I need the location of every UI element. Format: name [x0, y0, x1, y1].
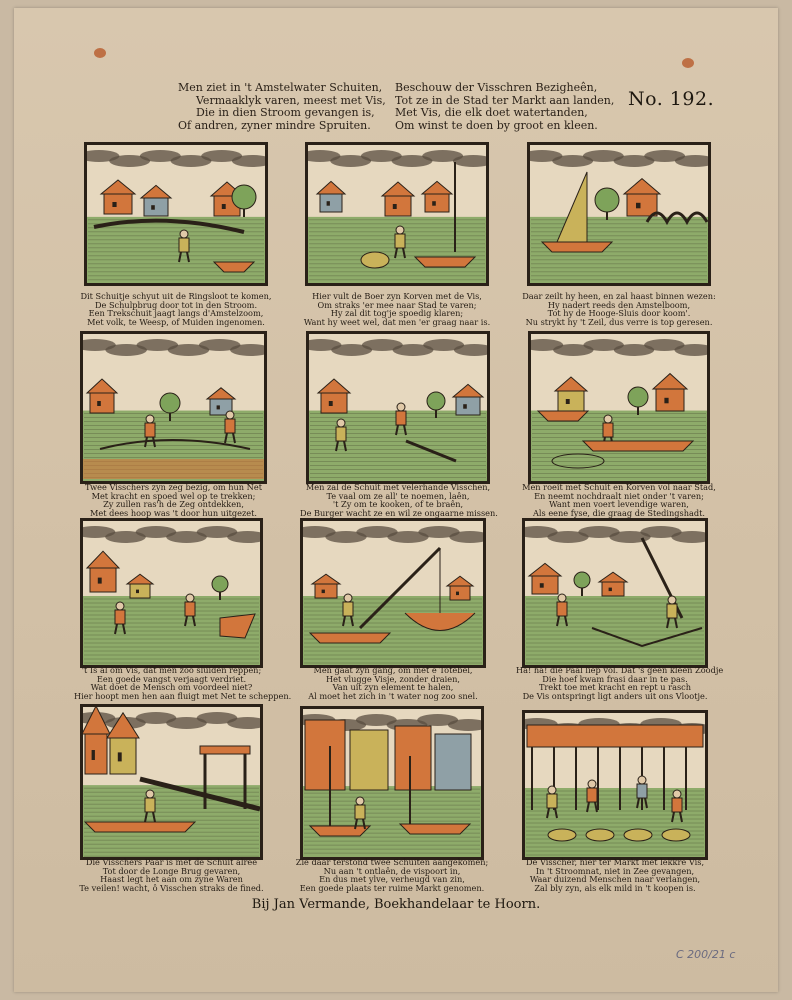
panel-caption-10: [74, 858, 269, 892]
verse-line: Of andren, zyner mindre Spruiten.: [178, 118, 371, 132]
caption-line: Men gaat zyn gang, om met e Totebel,: [313, 665, 473, 675]
caption-line: Nu aan 't ontlaên, de vispoort in,: [323, 865, 461, 876]
panel-caption-12: [516, 858, 714, 892]
woodcut-illustration: [522, 518, 708, 668]
caption-line: Nu strykt hy 't Zeil, dus verre is top geresen.: [525, 316, 713, 327]
caption-line: Te veilen! wacht, ô Visschen straks de fined.: [79, 882, 264, 893]
panel-caption-8: [294, 666, 492, 700]
caption-line: Zy zullen ras'h de Zeg ontdekken,: [103, 499, 244, 510]
woodcut-illustration: [80, 331, 267, 484]
woodcut-illustration: [300, 706, 484, 860]
woodcut-illustration: [522, 710, 708, 860]
caption-line: Een goede vangst verjaagt verdriet.: [96, 673, 247, 684]
caption-line: Men zal de Schuit met velerhande Visschen,: [305, 482, 491, 492]
caption-line: Want hy weet wel, dat men 'er graag naar is.: [303, 316, 491, 327]
panel-caption-3: [521, 292, 717, 326]
caption-line: Men roeit met Schuit en Korven vol naar Stad,: [522, 482, 716, 492]
caption-line: Met dees hoop was 't door hun uitgezet.: [89, 507, 258, 518]
verse-line: Die in dien Stroom gevangen is,: [196, 106, 375, 119]
caption-line: Daar zeilt hy heen, en zal haast binnen wezen:: [522, 291, 716, 301]
caption-line: Hy nadert reeds den Amstelboom,: [547, 299, 691, 310]
caption-line: Trekt toe met kracht en rept u rasch: [538, 682, 692, 693]
caption-line: Ha! ha! die Paal liep vol. Dat 's geen kleen Zoodje: [516, 665, 724, 675]
woodcut-panel-4: [80, 331, 267, 484]
caption-line: Waar duizend Menschen naar verlangen,: [529, 874, 701, 885]
caption-line: Te vaal om ze all' te noemen, laên,: [326, 490, 470, 501]
woodcut-illustration: [80, 518, 263, 668]
caption-line: Tot door de Longe Brug gevaren,: [102, 865, 241, 876]
woodcut-illustration: [305, 142, 489, 286]
caption-line: Hier vult de Boer zyn Korven met de Vis,: [312, 291, 482, 301]
caption-line: Een Trekschuit jaagt langs d'Amstelzoom,: [88, 308, 264, 319]
panel-caption-6: [522, 483, 716, 517]
woodcut-panel-9: [522, 518, 708, 668]
caption-line: Een goede plaats ter ruime Markt genomen.: [299, 882, 485, 893]
woodcut-panel-7: [80, 518, 263, 668]
woodcut-illustration: [80, 704, 263, 860]
caption-line: 't Is al om Vis, dat men zoo sluiden reppen;: [81, 665, 262, 675]
panel-caption-7: [74, 665, 292, 701]
manuscript-note: C 200/21 c: [676, 948, 736, 961]
caption-line: Hier hoopt men hen aan fluigt met Net te scheppen.: [74, 690, 292, 701]
woodcut-panel-3: [527, 142, 711, 286]
woodcut-illustration: [528, 331, 710, 484]
verse-line: Vermaaklyk varen, meest met Vis,: [196, 93, 386, 107]
header-verse-right: [395, 82, 614, 132]
caption-line: Zal bly zyn, als elk mild in 't koopen is.: [534, 882, 696, 893]
woodcut-illustration: [84, 142, 268, 286]
publisher-imprint: Bij Jan Vermande, Boekhandelaar te Hoorn.: [251, 897, 541, 912]
caption-line: De Burger wacht ze en wil ze ongaarne missen.: [300, 507, 498, 518]
caption-line: De Vis ontspringt ligt anders uit ons Vlootje.: [522, 690, 708, 701]
woodcut-illustration: [527, 142, 711, 286]
verse-line: Men ziet in 't Amstelwater Schuiten,: [178, 81, 383, 94]
caption-line: Want men voert levendige waren,: [549, 499, 689, 510]
pinhole-stain: [94, 48, 106, 58]
caption-line: Die Visschers Paar is met de Schuit alree: [85, 857, 258, 867]
woodcut-panel-1: [84, 142, 268, 286]
verse-line: Beschouw der Visschren Bezigheên,: [395, 81, 598, 94]
sheet-number: No. 192.: [628, 88, 715, 110]
panel-caption-9: [516, 665, 724, 701]
caption-line: De Schulpbrug door tot in den Stroom.: [94, 299, 258, 310]
caption-line: Als eene fyse, die graag de Stedingshadt.: [532, 507, 706, 518]
woodcut-panel-2: [305, 142, 489, 286]
caption-line: In 't Stroomnat, niet in Zee gevangen,: [535, 865, 695, 876]
panel-caption-2: [299, 292, 495, 326]
verse-line: Om winst te doen by groot en kleen.: [395, 118, 598, 132]
caption-line: En dus met ylve, verheugd van zin,: [319, 874, 465, 885]
panel-caption-5: [300, 483, 496, 517]
verse-line: Tot ze in de Stad ter Markt aan landen,: [395, 93, 615, 107]
woodcut-panel-5: [306, 331, 490, 484]
header-verse-left: [178, 82, 386, 132]
woodcut-panel-10: [80, 704, 263, 860]
verse-line: Met Vis, die elk doet watertanden,: [395, 106, 588, 119]
pinhole-stain: [682, 58, 694, 68]
caption-line: Wat doet de Mensch om voordeel niet?: [90, 682, 253, 693]
panel-caption-1: [78, 292, 274, 326]
woodcut-panel-12: [522, 710, 708, 860]
caption-line: 't Zy om te kooken, of te braên,: [332, 499, 464, 510]
panel-caption-4: [74, 483, 273, 517]
caption-line: En neemt nochdraalt niet onder 't varen;: [534, 490, 704, 501]
panel-caption-11: [294, 858, 490, 892]
caption-line: Van uit zyn element te halen,: [332, 682, 454, 693]
caption-line: Hy zal dit tog'je spoedig klaren;: [330, 308, 464, 319]
caption-line: Om straks 'er mee naar Stad te varen;: [317, 299, 477, 310]
caption-line: Zie daar terstond twee Schuiten aangekomen;: [295, 857, 489, 867]
woodcut-illustration: [306, 331, 490, 484]
caption-line: Dit Schuitje schyut uit de Ringsloot te komen,: [80, 291, 272, 301]
woodcut-panel-6: [528, 331, 710, 484]
caption-line: Al moet het zich in 't water nog zoo snel.: [308, 690, 478, 701]
caption-line: Haast legt het aan om zyne Waren: [100, 874, 243, 885]
woodcut-illustration: [300, 518, 486, 668]
caption-line: De Visscher, hier ter Markt met lekkre Vis,: [525, 857, 705, 867]
caption-line: Tot hy de Hooge-Sluis door koom'.: [547, 308, 691, 319]
caption-line: Het vlugge Visje, zonder draien,: [326, 673, 460, 684]
woodcut-panel-11: [300, 706, 484, 860]
caption-line: Met kracht en spoed wel op te trekken;: [91, 490, 256, 501]
caption-line: Met volk, te Weesp, of Muiden ingenomen.: [87, 316, 265, 327]
caption-line: Die hoef kwam frasi daar in te pas.: [542, 673, 688, 684]
woodcut-panel-8: [300, 518, 486, 668]
caption-line: Twee Visschers zyn zeg bezig, om hun Net: [85, 482, 262, 492]
